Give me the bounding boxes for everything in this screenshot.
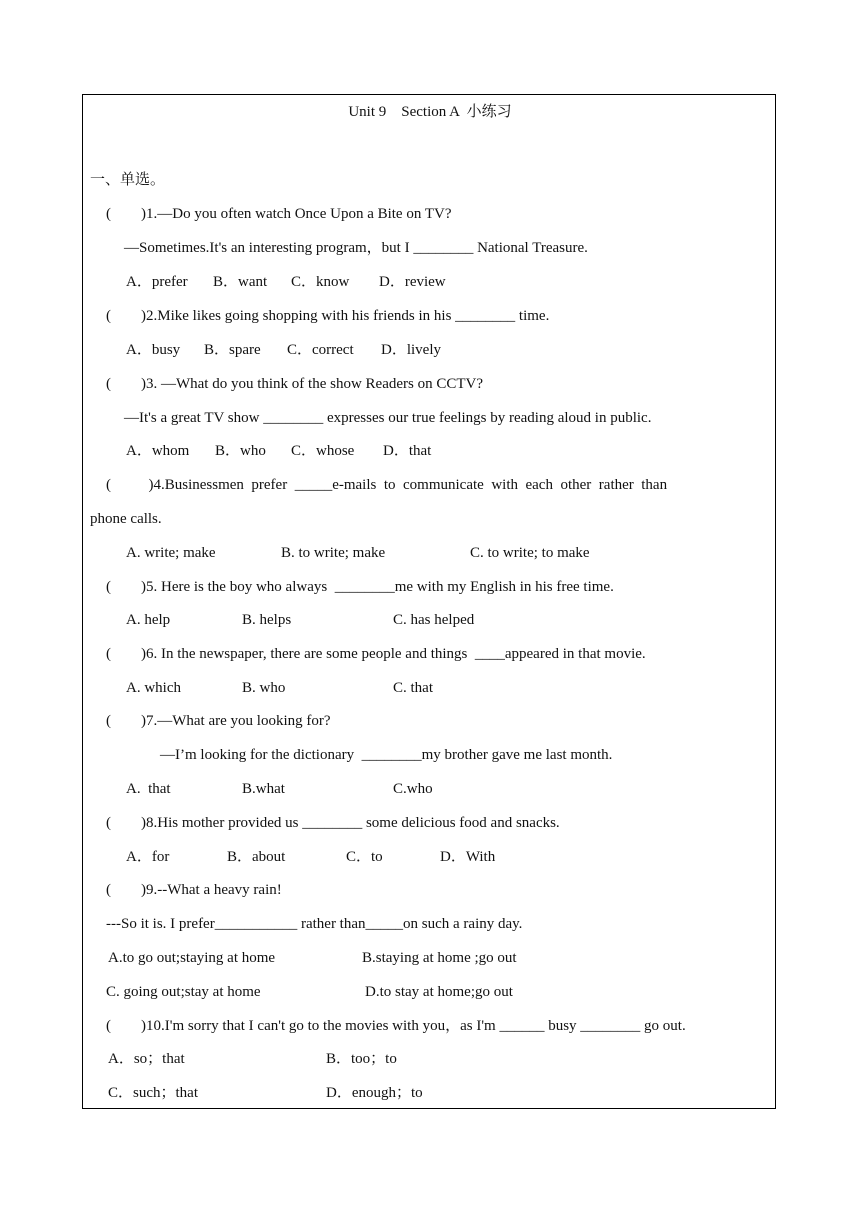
q10-option-c: C．such；that: [108, 1085, 198, 1101]
question-2-stem: ( )2.Mike likes going shopping with his friends in his ________ time.: [106, 308, 550, 324]
q7-option-b: B.what: [242, 781, 285, 797]
question-1-stem: ( )1.—Do you often watch Once Upon a Bite on TV?: [106, 206, 452, 222]
q1-option-a: A．prefer: [126, 274, 188, 290]
question-9-stem: ( )9.--What a heavy rain!: [106, 882, 282, 898]
q4-option-c: C. to write; to make: [470, 545, 590, 561]
question-3-stem2: —It's a great TV show ________ expresses our true feelings by reading aloud in public.: [124, 410, 652, 426]
q2-option-c: C．correct: [287, 342, 354, 358]
q3-option-b: B．who: [215, 443, 266, 459]
q5-option-a: A. help: [126, 612, 171, 628]
q9-option-a: A.to go out;staying at home: [108, 950, 276, 966]
question-7-stem2: —I’m looking for the dictionary ________my brother gave me last month.: [160, 747, 613, 763]
question-7-stem: ( )7.—What are you looking for?: [106, 713, 331, 729]
q2-option-a: A．busy: [126, 342, 181, 358]
q9-option-c: C. going out;stay at home: [106, 984, 261, 1000]
q8-option-d: D．With: [440, 849, 496, 865]
question-6-stem: ( )6. In the newspaper, there are some people and things ____appeared in that movie.: [106, 646, 646, 662]
section-heading: 一、单选。: [90, 172, 166, 188]
q10-option-a: A．so；that: [108, 1051, 185, 1067]
q8-option-c: C．to: [346, 849, 383, 865]
q4-option-b: B. to write; make: [281, 545, 386, 561]
q1-option-b: B．want: [213, 274, 268, 290]
q7-option-a: A. that: [126, 781, 171, 797]
q3-option-d: D．that: [383, 443, 432, 459]
q10-option-d: D．enough；to: [326, 1085, 423, 1101]
q4-option-a: A. write; make: [126, 545, 216, 561]
q10-option-b: B．too；to: [326, 1051, 397, 1067]
q8-option-b: B．about: [227, 849, 286, 865]
question-5-stem: ( )5. Here is the boy who always ________me with my English in his free time.: [106, 579, 614, 595]
q3-option-a: A．whom: [126, 443, 190, 459]
question-8-stem: ( )8.His mother provided us ________ some delicious food and snacks.: [106, 815, 560, 831]
q6-option-a: A. which: [126, 680, 181, 696]
question-4-stem: ( )4.Businessmen prefer _____e-mails to communicate with each other rather than: [106, 477, 668, 493]
page-title: Unit 9 Section A 小练习: [348, 104, 512, 120]
q9-option-d: D.to stay at home;go out: [365, 984, 513, 1000]
q1-option-d: D．review: [379, 274, 446, 290]
q2-option-b: B．spare: [204, 342, 261, 358]
q1-option-c: C．know: [291, 274, 350, 290]
q9-option-b: B.staying at home ;go out: [362, 950, 517, 966]
q8-option-a: A．for: [126, 849, 170, 865]
question-10-stem: ( )10.I'm sorry that I can't go to the movies with you，as I'm ______ busy ________ go out.: [106, 1018, 686, 1034]
question-9-stem2: ---So it is. I prefer___________ rather than_____on such a rainy day.: [106, 916, 523, 932]
question-4-stem2: phone calls.: [90, 511, 162, 527]
question-3-stem: ( )3. —What do you think of the show Readers on CCTV?: [106, 376, 484, 392]
q5-option-b: B. helps: [242, 612, 292, 628]
q6-option-b: B. who: [242, 680, 286, 696]
q7-option-c: C.who: [393, 781, 433, 797]
q5-option-c: C. has helped: [393, 612, 475, 628]
q6-option-c: C. that: [393, 680, 433, 696]
q2-option-d: D．lively: [381, 342, 441, 358]
q3-option-c: C．whose: [291, 443, 355, 459]
question-1-stem2: —Sometimes.It's an interesting program，but I ________ National Treasure.: [124, 240, 588, 256]
